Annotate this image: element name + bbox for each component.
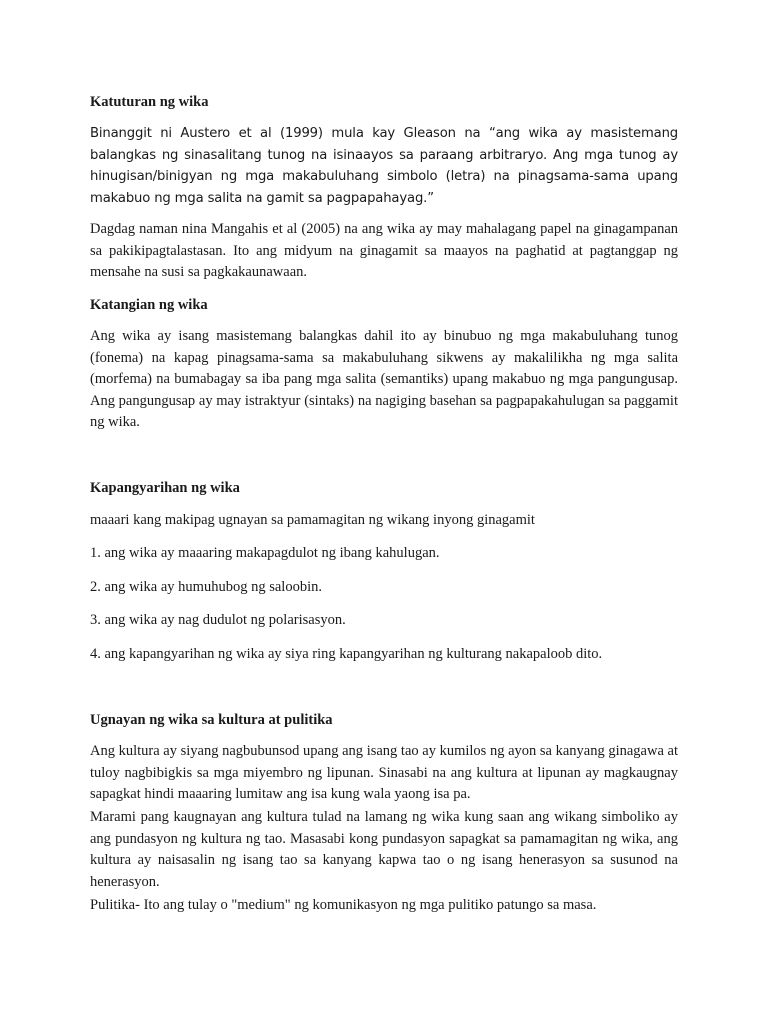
paragraph-katangian: Ang wika ay isang masistemang balangkas dahil ito ay binubuo ng mga makabuluhang tunog (fonema) na kapag pinagsama-sama sa makabuluhang sikwens ay makalilikha ng mga salita (morfema) na bumabagay sa iba pang mga salita (semantiks) upang makabuo ng mga pangungusap. Ang pangungusap ay may istraktyur (sintaks) na nagiging basehan sa pagpapakahulugan sa paggamit ng wika.: [90, 328, 678, 430]
heading-kapangyarihan: Kapangyarihan ng wika: [90, 480, 240, 496]
list-item: 1. ang wika ay maaaring makapagdulot ng ibang kahulugan.: [90, 545, 440, 561]
paragraph-katuturan-definition: Binanggit ni Austero et al (1999) mula kay Gleason na “ang wika ay masistemang balangkas ng sinasalitang tunog na isinaayos sa paraang arbitraryo. Ang mga tunog ay hinugisan/binigyan ng mga makabuluhang simbolo (letra) na pinagsama-sama upang makabuo ng mga salita na gamit sa pagpapahayag.”: [90, 126, 678, 206]
paragraph-kapangyarihan-intro: maaari kang makipag ugnayan sa pamamagitan ng wikang inyong ginagamit: [90, 512, 535, 528]
paragraph-pulitika: Pulitika- Ito ang tulay o "medium" ng komunikasyon ng mga pulitiko patungo sa masa.: [90, 897, 597, 913]
list-item: 2. ang wika ay humuhubog ng saloobin.: [90, 579, 322, 595]
heading-katuturan: Katuturan ng wika: [90, 94, 209, 110]
list-item: 4. ang kapangyarihan ng wika ay siya ring kapangyarihan ng kulturang nakapaloob dito.: [90, 646, 603, 662]
heading-ugnayan: Ugnayan ng wika sa kultura at pulitika: [90, 712, 333, 728]
paragraph-ugnayan-kaugnayan: Marami pang kaugnayan ang kultura tulad na lamang ng wika kung saan ang wikang simboliko ay ang pundasyon ng kultura ng tao. Masasabi kong pundasyon sapagkat sa pamamagitan ng wika, ang kultura ay naisasalin ng isang tao sa kanyang kapwa tao o ng isang henerasyon sa susunod na henerasyon.: [90, 809, 678, 890]
heading-katangian: Katangian ng wika: [90, 297, 208, 313]
list-item: 3. ang wika ay nag dudulot ng polarisasyon.: [90, 612, 346, 628]
paragraph-ugnayan-kultura: Ang kultura ay siyang nagbubunsod upang ang isang tao ay kumilos ng ayon sa kanyang ginagawa at tuloy nagbibigkis sa mga miyembro ng lipunan. Sinasabi na ang kultura at lipunan ay magkaugnay sapagkat hindi maaaring lumitaw ang isa kung wala yaong isa pa.: [90, 743, 678, 802]
paragraph-katuturan-mangahis: Dagdag naman nina Mangahis et al (2005) na ang wika ay may mahalagang papel na ginagampanan sa pakikipagtalastasan. Ito ang midyum na ginagamit sa maayos na paghatid at pagtanggap ng mensahe na susi sa pagkakaunawaan.: [90, 221, 678, 280]
